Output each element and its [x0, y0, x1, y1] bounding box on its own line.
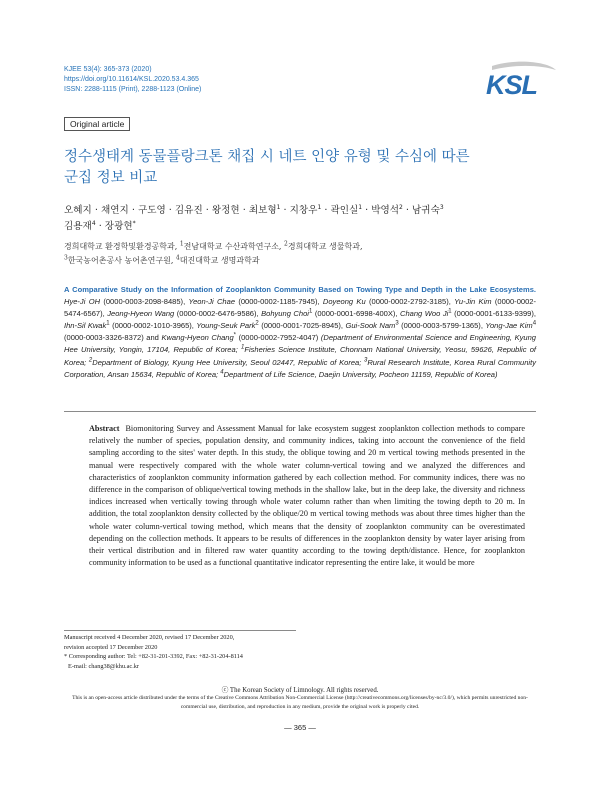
english-authors: Hye-Ji OH (0000-0003-2098-8485), Yeon-Ji Chae (0000-0002-1185-7945), Doyeong Ku (0000-0002-2792-3185), Yu-Jin Kim (0000-0002-5474-6567), Jeong-Hyeon Wang (0000-0002-6476-9586), Bohyung Choi$^1$ (0000-0001-6998-400X), Chang Woo Ji$^1$ (0000-0001-6133-9399), Ihn-Sil Kwak$^1$ (0000-0002-1010-3965), Young-Seuk Park$^2$ (0000-0001-7025-8945), Gui-Sook Nam$^3$ (0000-0003-5799-1365), Yong-Jae Kim$^4$ (0000-0003-3326-8372) and Kwang-Hyeon Chang* (0000-0002-7952-4047) [64, 297, 537, 343]
footnote-line: Manuscript received 4 December 2020, revised 17 December 2020, [64, 634, 235, 641]
author-ko: 오혜지 [64, 205, 92, 216]
korean-title-line: 정수생태계 동물플랑크톤 채집 시 네트 인양 유형 및 수심에 따른 [64, 149, 470, 165]
author-ko: 장광현* [104, 219, 136, 232]
author-ko: 김유진 [174, 205, 203, 216]
english-affiliations: (Department of Environmental Science and Engineering, Kyung Hee University, Yongin, 17104, Republic of Korea; $^1$Fisheries Science Institute, Chonnam National University, Yeosu, 59626, Republic of Korea; $^2$Department of Biology, Kyung Hee University, Seoul 02447, Republic of Korea; $^3$Rural Research Institute, Korea Rural Community Corporation, Ansan 15634, Republic of Korea; $^4$Department of Life Science, Daejin University, Pocheon 11159, Republic of Korea) [64, 333, 537, 379]
journal-issn: ISSN: 2288-1115 (Print), 2288-1123 (Online) [64, 86, 202, 93]
author-ko: 김용재$^4$ [64, 219, 96, 232]
author-ko: 왕정현 [211, 205, 240, 216]
author-ko: 지창우$^1$ [289, 203, 322, 216]
page-number: — 365 — [284, 723, 316, 732]
journal-citation: KJEE 53(4): 365-373 (2020) [64, 66, 152, 73]
author-ko: 남귀숙$^3$ [412, 203, 444, 216]
abstract-divider [64, 411, 536, 412]
korean-authors: 오혜지 · 채연지 · 구도영 · 김유진 · 왕정현 · 최보형$^1$ · 지창우$^1$ · 곽인실$^1$ · 박영석$^2$ · 남귀숙$^3$ 김용재$^4$ · 장광현* [64, 203, 444, 232]
author-ko: 곽인실$^1$ [330, 203, 363, 216]
author-ko: 채연지 [100, 205, 129, 216]
abstract-label: Abstract [89, 424, 120, 433]
footnote-email[interactable]: E-mail: chang38@khu.ac.kr [68, 662, 140, 670]
korean-title-line: 군집 정보 비교 [64, 170, 158, 186]
korean-title [64, 147, 534, 189]
journal-doi[interactable]: https://doi.org/10.11614/KSL.2020.53.4.365 [64, 76, 199, 83]
author-ko: 박영석$^2$ [371, 203, 403, 216]
journal-meta [64, 65, 201, 95]
author-ko: 구도영 [137, 205, 166, 216]
abstract-text: Biomonitoring Survey and Assessment Manual for lake ecosystem suggest zooplankton collection methods to compare relatively the number of species, population density, and community indices, taking into account the convenience of the field sampling according to the sites' water depth. In this study, the oblique towing and 20 m vertical towing methods presented in the manual were respectively compared with the whole water column-vertical towing and we analyzed the differences and characteristics of zooplankton community information gathered by each collection method. For community indices, there was no difference in the comparison of oblique/vertical towing methods in the shallow lake, but in the deep lake, the diversity and richness indices increased when vertically towing through whole water column rather than when limiting the towing depth to 20 m. In addition, the total zooplankton density collected by the oblique/20 m vertical towing methods was about three times higher than the whole water column-vertical towing method, which means that the density of zooplankton community can be overestimated depending on the collection methods. It appears to be results of differences in the zooplankton density by water layer arising from their vertical distribution and in filtered raw water quantity according to the towing depth/distance. Hence, for zooplankton community information to be used as a functional quantitative indicator representing the entire lake, it would be more [89, 424, 525, 568]
author-ko: 최보형$^1$ [248, 203, 281, 216]
footnote-line: * Corresponding author: Tel: +82-31-201-3392, Fax: +82-31-204-8114 [64, 653, 243, 660]
english-title: A Comparative Study on the Information of Zooplankton Community Based on Towing Type and Depth in the Lake Ecosystems. [64, 285, 536, 294]
license-notice: This is an open-access article distributed under the terms of the Creative Commons Attribution Non-Commercial License (http://creativecommons.org/licenses/by-nc/3.0/), which permits unrestricted non-commercial use, distribution, and reproduction in any medium, provide the original work is properly cited. [72, 695, 528, 710]
english-title-block [64, 284, 536, 381]
logo-swoosh [492, 62, 556, 70]
abstract [89, 423, 525, 569]
korean-affiliations: 경희대학교 환경학및환경공학과, $^1$전남대학교 수산과학연구소, $^2$경희대학교 생물학과, $^3$한국농어촌공사 농어촌연구원, $^4$대진대학교 생명과학과 [64, 240, 363, 265]
footnote [64, 633, 243, 671]
footnote-divider [64, 630, 296, 631]
logo-wordmark: KSL [486, 70, 537, 100]
copyright-notice: ⓒ The Korean Society of Limnology. All rights reserved. [221, 687, 379, 694]
footnote-line: revision accepted 17 December 2020 [64, 643, 158, 651]
article-type-badge: Original article [64, 117, 130, 131]
ksl-logo [478, 60, 558, 100]
